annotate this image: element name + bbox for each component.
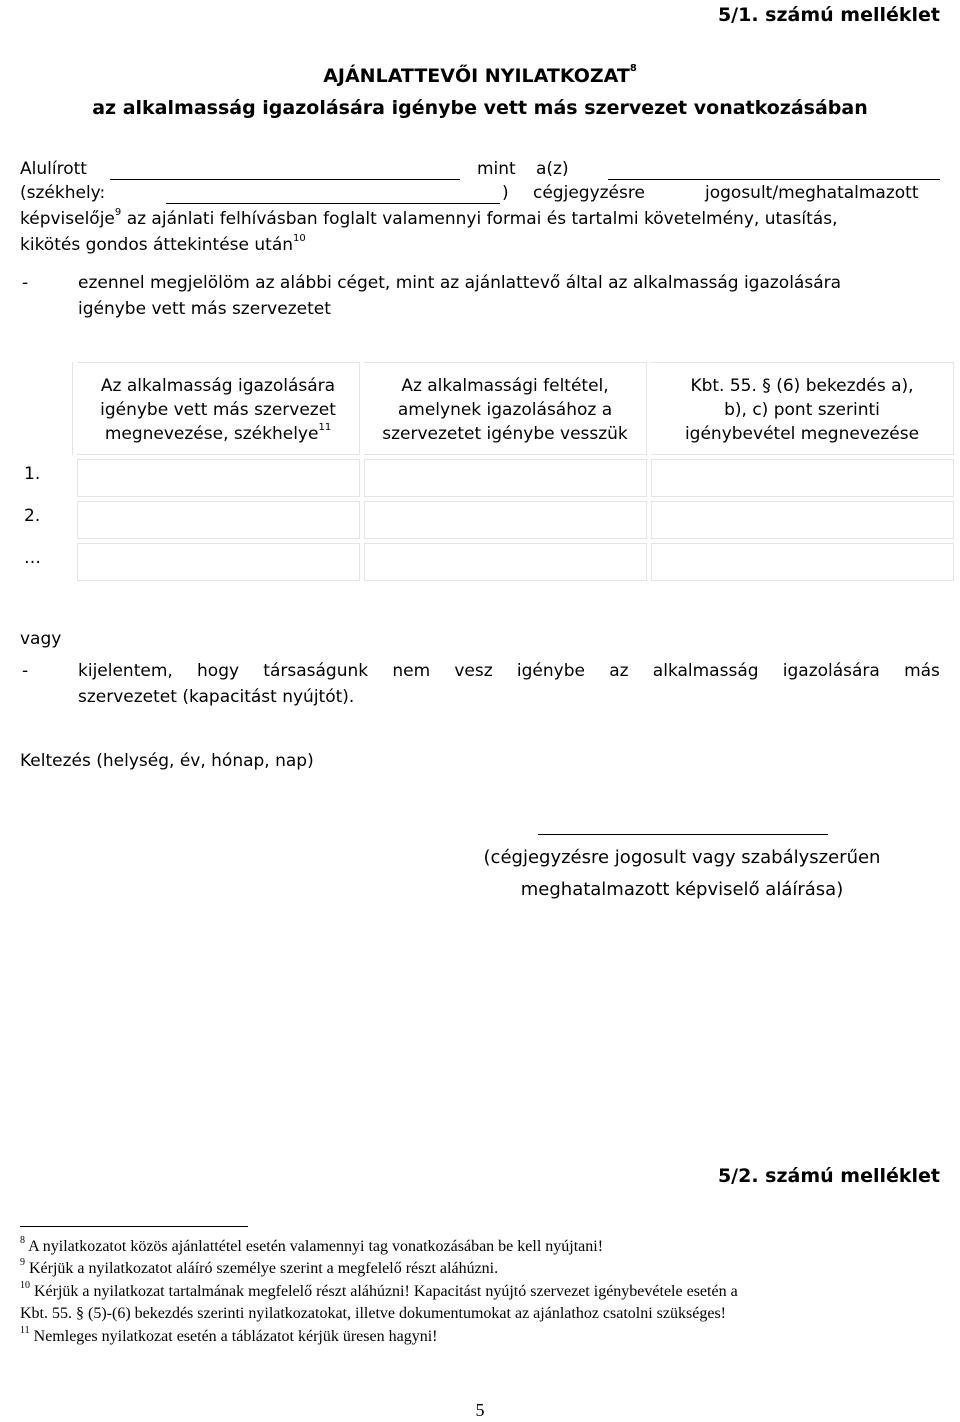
footnote-9: [20, 1258, 942, 1280]
option-1-line-1: ezennel megjelölöm az alábbi céget, mint az ajánlattevő által az alkalmasság igazolására: [78, 273, 842, 293]
table-header-kbt-line: igénybevétel megnevezése: [684, 423, 920, 444]
word-paren: ): [502, 183, 509, 203]
option-2-word: igénybe: [516, 661, 585, 681]
footnote-ref-9: 9: [114, 207, 122, 218]
table-cell-condition[interactable]: [364, 459, 647, 497]
page-number: 5: [475, 1400, 485, 1420]
option-1-dash: -: [22, 273, 29, 293]
option-2-word: nem: [392, 661, 431, 681]
footnote-text: Kbt. 55. § (5)-(6) bekezdés szerinti nyilatkozatokat, illetve dokumentumokat az ajánlathoz csatolni szükséges!: [20, 1305, 726, 1323]
table-cell-kbt[interactable]: [651, 501, 954, 539]
table-header-condition-line: Az alkalmassági feltétel,: [401, 376, 609, 396]
footnote-number: 11: [20, 1324, 30, 1336]
footnote-text: A nyilatkozatot közös ajánlattétel esetén valamennyi tag vonatkozásában be kell nyújtani!: [25, 1238, 604, 1255]
intro-line-4-text: kikötés gondos áttekintése után: [20, 235, 294, 255]
option-2-word: kijelentem,: [78, 661, 173, 681]
or-text: vagy: [20, 629, 62, 649]
option-2-line-2: szervezetet (kapacitást nyújtót).: [78, 687, 355, 707]
table-header-org-line: Az alkalmasság igazolására: [100, 376, 336, 396]
intro-line-4: [20, 234, 306, 257]
option-2-word: az: [609, 661, 629, 681]
footnote-number: 10: [20, 1279, 30, 1291]
table-cell-kbt[interactable]: [651, 543, 954, 581]
footnote-8: [20, 1236, 942, 1258]
annex-label: 5/1. számú melléklet: [717, 4, 940, 26]
option-2-word: vesz: [454, 661, 493, 681]
table-cell-condition[interactable]: [364, 543, 647, 581]
intro-line-3-rest: az ajánlati felhívásban foglalt valamennyi formai és tartalmi követelmény, utasítás,: [126, 209, 838, 229]
footnote-10: [20, 1281, 942, 1303]
row-number: …: [24, 548, 41, 569]
subcontractor-table: [18, 358, 958, 585]
table-header-kbt: [651, 362, 954, 455]
table-header-condition-line: amelynek igazolásához a: [397, 399, 613, 420]
table-header-kbt-line: Kbt. 55. § (6) bekezdés a),: [690, 376, 914, 396]
table-header-kbt-line: b), c) pont szerinti: [724, 399, 880, 420]
intro-line-3: [20, 208, 837, 231]
word-jogosult: jogosult/meghatalmazott: [705, 183, 919, 203]
word-cegjegyzesre: cégjegyzésre: [533, 183, 645, 203]
table-cell-org[interactable]: [77, 501, 360, 539]
footnote-text: Kérjük a nyilatkozat tartalmának megfelelő részt aláhúzni! Kapacitást nyújtó szervezet igénybevétele esetén a: [30, 1282, 738, 1300]
footnote-ref-8: 8: [629, 63, 637, 74]
signature-caption-2: meghatalmazott képviselő aláírása): [520, 879, 844, 900]
blank-name-line[interactable]: [110, 178, 460, 180]
signature-line[interactable]: [538, 833, 828, 835]
table-cell-org[interactable]: [77, 459, 360, 497]
footnote-number: 8: [20, 1235, 25, 1246]
blank-company-line[interactable]: [608, 178, 940, 180]
table-header-org-line: [83, 423, 353, 447]
footnote-text: Kérjük a nyilatkozatot aláíró személye szerint a megfelelő részt aláhúzni.: [25, 1260, 499, 1278]
table-header-org-line: igénybe vett más szervezet: [100, 399, 336, 420]
footnote-11: [20, 1326, 942, 1348]
signature-caption-1: (cégjegyzésre jogosult vagy szabályszerűen: [483, 847, 881, 868]
row-number: 2.: [24, 506, 41, 527]
footnote-10-cont: [20, 1303, 942, 1325]
table-row: [22, 501, 954, 539]
option-2-word: alkalmasság: [652, 661, 759, 681]
table-header-condition-line: szervezetet igénybe vesszük: [382, 423, 628, 444]
blank-seat-line[interactable]: [166, 202, 500, 204]
option-2-word: társaságunk: [263, 661, 369, 681]
table-corner-cell: [22, 362, 73, 455]
option-2-dash: -: [22, 661, 29, 681]
table-header-condition: [364, 362, 647, 455]
footnote-text: Nemleges nyilatkozat esetén a táblázatot kérjük üresen hagyni!: [29, 1327, 438, 1345]
word-szekhely: (székhely:: [20, 183, 106, 203]
table-cell-org[interactable]: [77, 543, 360, 581]
table-row: [22, 543, 954, 581]
table-header-row: [22, 362, 954, 455]
document-title: [0, 64, 960, 90]
word-mint: mint: [477, 159, 516, 179]
footnote-ref-11: 11: [318, 421, 332, 433]
table-cell-kbt[interactable]: [651, 459, 954, 497]
word-kepviseloje: képviselője: [20, 209, 115, 229]
table-row: [22, 459, 954, 497]
footnote-ref-10: 10: [293, 233, 306, 244]
option-2-word: más: [904, 661, 940, 681]
table-header-org-text: megnevezése, székhelye: [104, 423, 319, 444]
row-number: 1.: [24, 464, 41, 485]
word-alulirott: Alulírott: [20, 159, 87, 179]
date-label: Keltezés (helység, év, hónap, nap): [20, 751, 314, 771]
footnote-separator: [20, 1226, 248, 1227]
option-1-line-2: igénybe vett más szervezetet: [78, 299, 331, 319]
word-az: a(z): [536, 159, 569, 179]
next-annex-label: 5/2. számú melléklet: [717, 1165, 940, 1187]
table-header-org: [77, 362, 360, 455]
document-subtitle: az alkalmasság igazolására igénybe vett más szervezet vonatkozásában: [92, 97, 868, 119]
footnote-number: 9: [20, 1257, 25, 1269]
option-2-word: igazolására: [782, 661, 880, 681]
footnotes: [20, 1236, 942, 1348]
title-text: AJÁNLATTEVŐI NYILATKOZAT: [323, 65, 630, 87]
option-2-line-1: [78, 660, 940, 683]
option-2-word: hogy: [197, 661, 240, 681]
table-cell-condition[interactable]: [364, 501, 647, 539]
